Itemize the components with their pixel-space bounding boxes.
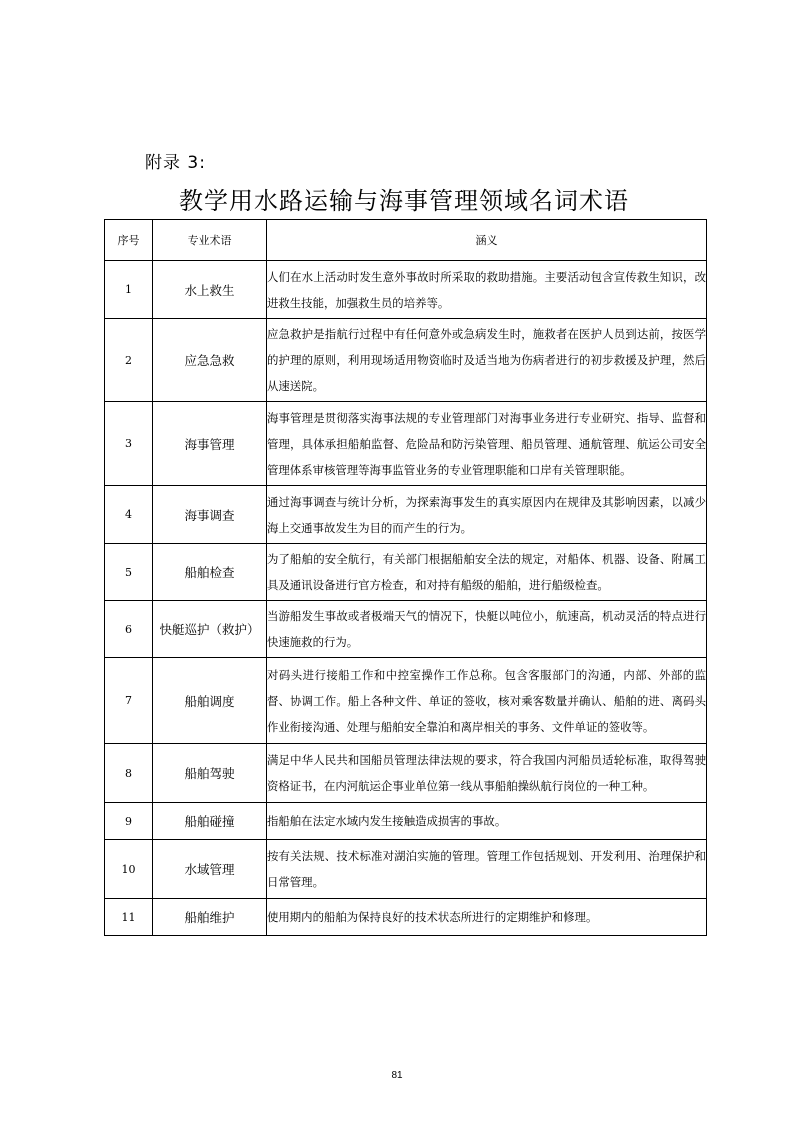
terminology-table — [104, 219, 707, 936]
table-row — [105, 402, 707, 486]
table-row — [105, 658, 707, 744]
row-number: 1 — [105, 261, 153, 319]
table-row — [105, 319, 707, 402]
header-definition: 涵义 — [267, 220, 707, 261]
table-row — [105, 899, 707, 936]
row-number: 9 — [105, 803, 153, 840]
row-number: 4 — [105, 486, 153, 544]
row-term: 船舶维护 — [153, 899, 267, 936]
row-definition: 应急救护是指航行过程中有任何意外或急病发生时，施救者在医护人员到达前，按医学的护理的原则，利用现场适用物资临时及适当地为伤病者进行的初步救援及护理，然后从速送院。 — [267, 319, 707, 402]
row-number: 11 — [105, 899, 153, 936]
row-term: 海事调查 — [153, 486, 267, 544]
row-definition: 海事管理是贯彻落实海事法规的专业管理部门对海事业务进行专业研究、指导、监督和管理，具体承担船舶监督、危险品和防污染管理、船员管理、通航管理、航运公司安全管理体系审核管理等海事监管业务的专业管理职能和口岸有关管理职能。 — [267, 402, 707, 486]
row-term: 水域管理 — [153, 840, 267, 899]
row-definition: 按有关法规、技术标准对湖泊实施的管理。管理工作包括规划、开发利用、治理保护和日常管理。 — [267, 840, 707, 899]
header-number: 序号 — [105, 220, 153, 261]
row-term: 快艇巡护（救护） — [153, 601, 267, 658]
row-number: 3 — [105, 402, 153, 486]
row-definition: 使用期内的船舶为保持良好的技术状态所进行的定期维护和修理。 — [267, 899, 707, 936]
row-term: 船舶碰撞 — [153, 803, 267, 840]
row-number: 5 — [105, 544, 153, 601]
row-term: 船舶调度 — [153, 658, 267, 744]
row-definition: 人们在水上活动时发生意外事故时所采取的救助措施。主要活动包含宣传救生知识，改进救生技能，加强救生员的培养等。 — [267, 261, 707, 319]
row-number: 6 — [105, 601, 153, 658]
table-row — [105, 840, 707, 899]
row-number: 8 — [105, 744, 153, 803]
row-definition: 为了船舶的安全航行，有关部门根据船舶安全法的规定，对船体、机器、设备、附属工具及通讯设备进行官方检查，和对持有船级的船舶，进行船级检查。 — [267, 544, 707, 601]
table-row — [105, 486, 707, 544]
table-row — [105, 601, 707, 658]
header-term: 专业术语 — [153, 220, 267, 261]
appendix-label: 附录 3: — [145, 153, 206, 173]
row-definition: 指船舶在法定水域内发生接触造成损害的事故。 — [267, 803, 707, 840]
row-term: 海事管理 — [153, 402, 267, 486]
row-term: 船舶驾驶 — [153, 744, 267, 803]
table-row — [105, 261, 707, 319]
row-number: 2 — [105, 319, 153, 402]
row-number: 7 — [105, 658, 153, 744]
row-definition: 通过海事调查与统计分析，为探索海事发生的真实原因内在规律及其影响因素，以减少海上交通事故发生为目的而产生的行为。 — [267, 486, 707, 544]
table-header-row — [105, 220, 707, 261]
row-term: 水上救生 — [153, 261, 267, 319]
row-term: 船舶检查 — [153, 544, 267, 601]
row-definition: 满足中华人民共和国船员管理法律法规的要求，符合我国内河船员适轮标准，取得驾驶资格证书，在内河航运企事业单位第一线从事船舶操纵航行岗位的一种工种。 — [267, 744, 707, 803]
page-title: 教学用水路运输与海事管理领域名词术语 — [179, 187, 629, 215]
table-row — [105, 744, 707, 803]
row-term: 应急急救 — [153, 319, 267, 402]
row-number: 10 — [105, 840, 153, 899]
row-definition: 对码头进行接船工作和中控室操作工作总称。包含客服部门的沟通，内部、外部的监督、协调工作。船上各种文件、单证的签收，核对乘客数量并确认、船舶的进、离码头作业衔接沟通、处理与船舶安全靠泊和离岸相关的事务、文件单证的签收等。 — [267, 658, 707, 744]
table-row — [105, 803, 707, 840]
row-definition: 当游船发生事故或者极端天气的情况下，快艇以吨位小，航速高，机动灵活的特点进行快速施救的行为。 — [267, 601, 707, 658]
table-row — [105, 544, 707, 601]
page-number: 81 — [391, 1070, 403, 1081]
